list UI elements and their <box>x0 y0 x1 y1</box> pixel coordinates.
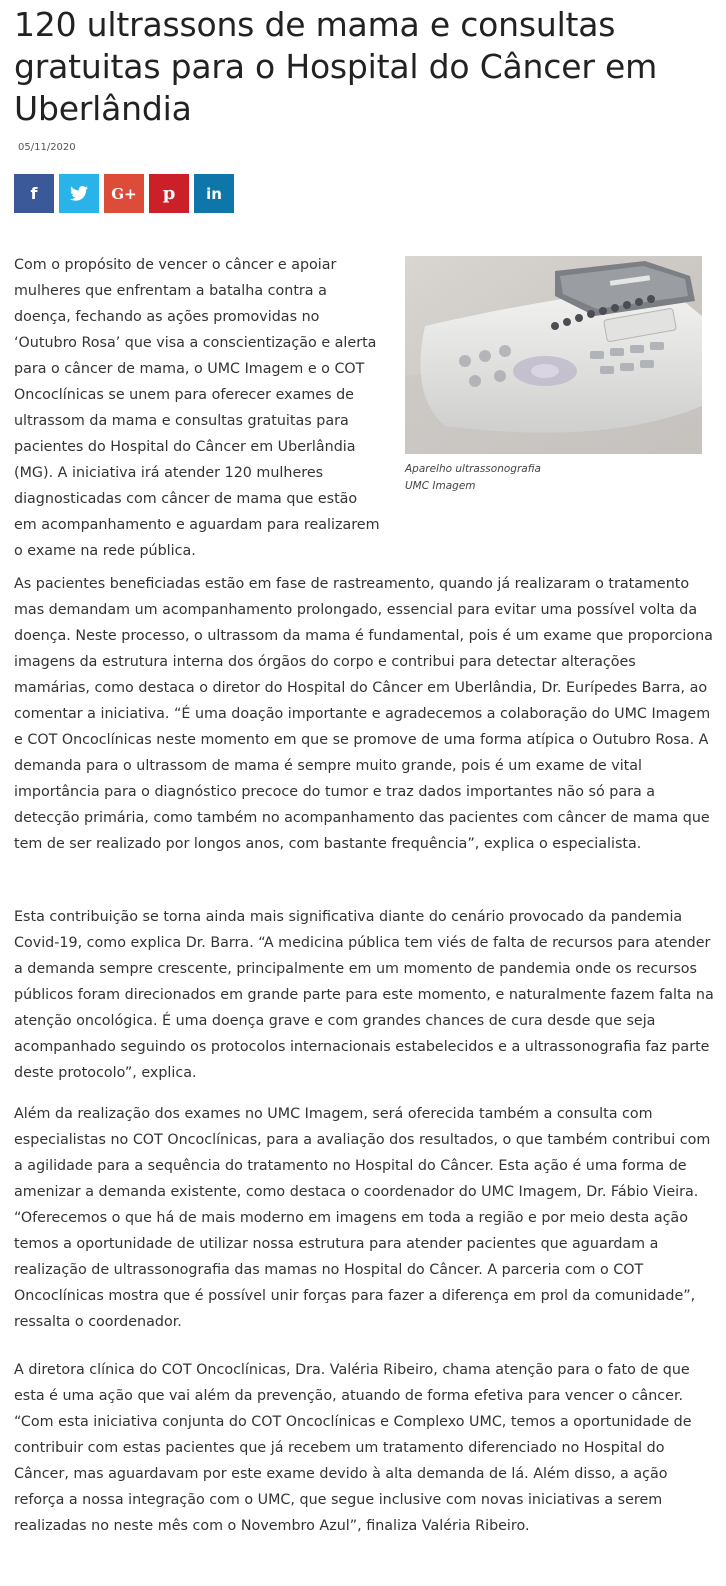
article-paragraph: Além da realização dos exames no UMC Imagem, será oferecida também a consulta com especialistas no COT Oncoclínicas, para a avaliação dos resultados, o que também contribui com a agilidade para a sequência do tratamento no Hospital do Câncer. Esta ação é uma forma de amenizar a demanda existente, como destaca o coordenador do UMC Imagem, Dr. Fábio Vieira. “Oferecemos o que há de mais moderno em imagens em toda a região e por meio desta ação temos a oportunidade de utilizar nossa estrutura para atender pacientes que aguardam a realização de ultrassonografia das mamas no Hospital do Câncer. A parceria com o COT Oncoclínicas mostra que é possível unir forças para fazer a diferença em prol da comunidade”, ressalta o coordenador. <box>14 1106 711 1330</box>
article-paragraph: Esta contribuição se torna ainda mais significativa diante do cenário provocado da pandemia Covid-19, como explica Dr. Barra. “A medicina pública tem viés de falta de recursos para atender a demanda sempre crescente, principalmente em um momento de pandemia onde os recursos públicos foram direcionados em grande parte para este momento, e naturalmente fazem falta na atenção oncológica. É uma doença grave e com grandes chances de cura desde que seja acompanhado seguindo os protocolos internacionais estabelecidos e a ultrassonografia faz parte deste protocolo”, explica. <box>14 909 714 1081</box>
ultrasound-machine-photo <box>405 256 702 454</box>
linkedin-icon: in <box>206 184 222 203</box>
article-date: 05/11/2020 <box>18 142 76 153</box>
google-plus-icon: G+ <box>111 184 137 203</box>
twitter-icon <box>70 186 88 201</box>
share-googleplus-button[interactable] <box>104 174 144 213</box>
share-linkedin-button[interactable] <box>194 174 234 213</box>
share-bar <box>14 174 234 213</box>
article-paragraph: Com o propósito de vencer o câncer e apoiar mulheres que enfrentam a batalha contra a doença, fechando as ações promovidas no ‘Outubro Rosa’ que visa a conscientização e alerta para o câncer de mama, o UMC Imagem e o COT Oncoclínicas se unem para oferecer exames de ultrassom da mama e consultas gratuitas para pacientes do Hospital do Câncer em Uberlândia (MG). A iniciativa irá atender 120 mulheres diagnosticadas com câncer de mama que estão em acompanhamento e aguardam para realizarem o exame na rede pública. <box>14 257 380 559</box>
share-twitter-button[interactable] <box>59 174 99 213</box>
share-facebook-button[interactable] <box>14 174 54 213</box>
figure-caption <box>405 461 702 495</box>
article-paragraph: A diretora clínica do COT Oncoclínicas, Dra. Valéria Ribeiro, chama atenção para o fato de que esta é uma ação que vai além da prevenção, atuando de forma efetiva para vencer o câncer. “Com esta iniciativa conjunta do COT Oncoclínicas e Complexo UMC, temos a oportunidade de contribuir com estas pacientes que já recebem um tratamento diferenciado no Hospital do Câncer, mas aguardavam por este exame devido à alta demanda de lá. Além disso, a ação reforça a nossa integração com o UMC, que segue inclusive com novas iniciativas a serem realizadas no neste mês com o Novembro Azul”, finaliza Valéria Ribeiro. <box>14 1362 692 1534</box>
pinterest-icon: p <box>162 183 176 204</box>
article-title: 120 ultrassons de mama e consultas gratuitas para o Hospital do Câncer em Uberlândia <box>14 5 658 128</box>
article-figure <box>405 256 702 495</box>
article-paragraph: As pacientes beneficiadas estão em fase de rastreamento, quando já realizaram o tratamento mas demandam um acompanhamento prolongado, essencial para evitar uma possível volta da doença. Neste processo, o ultrassom da mama é fundamental, pois é um exame que proporciona imagens da estrutura interna dos órgãos do corpo e contribui para detectar alterações mamárias, como destaca o diretor do Hospital do Câncer em Uberlândia, Dr. Eurípedes Barra, ao comentar a iniciativa. “É uma doação importante e agradecemos a colaboração do UMC Imagem e COT Oncoclínicas neste momento em que se promove de uma forma atípica o Outubro Rosa. A demanda para o ultrassom de mama é sempre muito grande, pois é um exame de vital importância para o diagnóstico precoce do tumor e traz dados importantes não só para a detecção primária, como também no acompanhamento das pacientes com câncer de mama que tem de ser realizado por longos anos, com bastante frequência”, explica o especialista. <box>14 576 713 852</box>
figure-caption-line: UMC Imagem <box>405 480 476 492</box>
figure-caption-line: Aparelho ultrassonografia <box>405 463 541 475</box>
facebook-icon: f <box>30 184 38 203</box>
share-pinterest-button[interactable] <box>149 174 189 213</box>
